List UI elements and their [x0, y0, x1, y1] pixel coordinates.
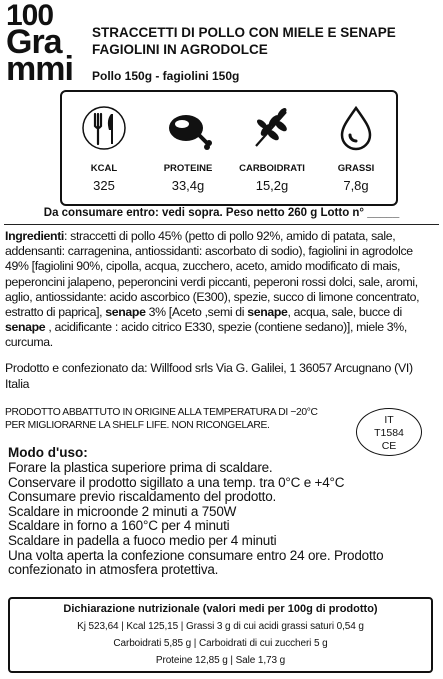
nutrition-value: 7,8g	[343, 178, 369, 193]
nutrition-summary-box	[60, 90, 398, 206]
product-title	[92, 24, 437, 58]
allergen: senape	[5, 320, 46, 335]
storage-note: PRODOTTO ABBATTUTO IN ORIGINE ALLA TEMPERATURA DI −20°C PER MIGLIORARNE LA SHELF LIFE. NON RICONGELARE.	[5, 407, 318, 431]
product-title-line-2: FAGIOLINI IN AGRODOLCE	[92, 42, 268, 57]
portion-info: Pollo 150g - fagiolini 150g	[92, 69, 240, 83]
nutrition-label: GRASSI	[337, 163, 375, 174]
ingredients-part: 3% [Aceto ,semi di	[145, 305, 248, 320]
expiry-weight-lot: Da consumare entro: vedi sopra. Peso netto 260 g Lotto n° _____	[43, 207, 400, 219]
ingredients-part: , acidificante : acido citrico E330, spezie (contiene sedano)], miele 3%, curcuma.	[5, 320, 407, 350]
producer-info: Prodotto e confezionato da: Willfood srls Via G. Galilei, 1 36057 Arcugnano (VI) Italia	[5, 361, 413, 391]
usage-line: Scaldare in microonde 2 minuti a 750W	[8, 503, 237, 519]
usage-line: Forare la plastica superiore prima di scaldare.	[8, 460, 273, 475]
health-mark-ce: CE	[381, 440, 397, 452]
ingredients-part: : straccetti di pollo 45% (petto di pollo 92%, amido di patata, sale, addensanti: carragenina, antiossidanti: ascorbato di sodio), fagiolini in agrodolce 49% [fagiolini 90%, cipolla, acqua, zucchero, aceto, amido modificato di mais, peperoncini jalapeno, peperoncini verdi piccanti, peperoni rossi dolci, sale, aromi, aglio, antiossidante: acido ascorbico (E300), spezie, succo di limone concentrato, estratto di paprica],	[5, 229, 420, 320]
nutrition-proteine	[146, 92, 230, 204]
nutrition-label: KCAL	[90, 163, 118, 174]
usage-title: Modo d'uso:	[8, 445, 88, 460]
declaration-row: Kj 523,64 | Kcal 125,15 | Grassi 3 g di cui acidi grassi saturi 0,54 g	[77, 621, 364, 632]
allergen: senape	[247, 305, 288, 320]
usage-line: confezionato in atmosfera protettiva.	[8, 562, 219, 578]
health-mark-badge	[356, 408, 422, 456]
logo-line-3: mmi	[6, 50, 73, 89]
declaration-heading: Dichiarazione nutrizionale (valori medi per 100g di prodotto)	[63, 603, 378, 615]
product-title-line-1: STRACCETTI DI POLLO CON MIELE E SENAPE	[92, 25, 396, 40]
nutrition-carboidrati	[230, 92, 314, 204]
usage-line: Una volta aperta la confezione consumare entro 24 ore. Prodotto	[8, 547, 384, 563]
ingredients-text	[5, 229, 437, 351]
nutrition-kcal	[62, 92, 146, 204]
fork-knife-icon	[80, 104, 128, 152]
health-mark-country: IT	[384, 414, 394, 426]
usage-line: Scaldare in forno a 160°C per 4 minuti	[8, 518, 230, 534]
usage-line: Scaldare in padella a fuoco medio per 4 minuti	[8, 532, 277, 548]
ingredients-heading: Ingredienti	[5, 229, 65, 243]
oil-drop-icon	[332, 104, 380, 152]
usage-line: Consumare previo riscaldamento del prodotto.	[8, 489, 277, 505]
nutrition-value: 33,4g	[171, 178, 205, 193]
declaration-row: Proteine 12,85 g | Sale 1,73 g	[155, 655, 286, 666]
divider	[4, 224, 439, 225]
declaration-row: Carboidrati 5,85 g | Carboidrati di cui zuccheri 5 g	[113, 638, 328, 649]
wheat-icon	[246, 104, 298, 152]
nutrition-value: 325	[93, 178, 115, 193]
nutrition-label: CARBOIDRATI	[239, 163, 305, 174]
logo-line-1: 100	[6, 0, 54, 32]
health-mark-code: T1584	[374, 427, 404, 439]
nutrition-label: PROTEINE	[163, 163, 213, 174]
ingredients-part: , acqua, sale, bucce di	[287, 305, 402, 320]
nutrition-grassi	[314, 92, 398, 204]
chicken-leg-icon	[160, 104, 216, 152]
usage-line: Conservare il prodotto sigillato a una temp. tra 0°C e +4°C	[8, 474, 345, 490]
allergen: senape	[105, 305, 146, 320]
nutrition-declaration-box	[8, 597, 433, 673]
usage-instructions	[8, 461, 438, 578]
brand-logo	[6, 0, 92, 89]
nutrition-value: 15,2g	[255, 178, 289, 193]
logo-line-2: Gra	[6, 22, 62, 61]
